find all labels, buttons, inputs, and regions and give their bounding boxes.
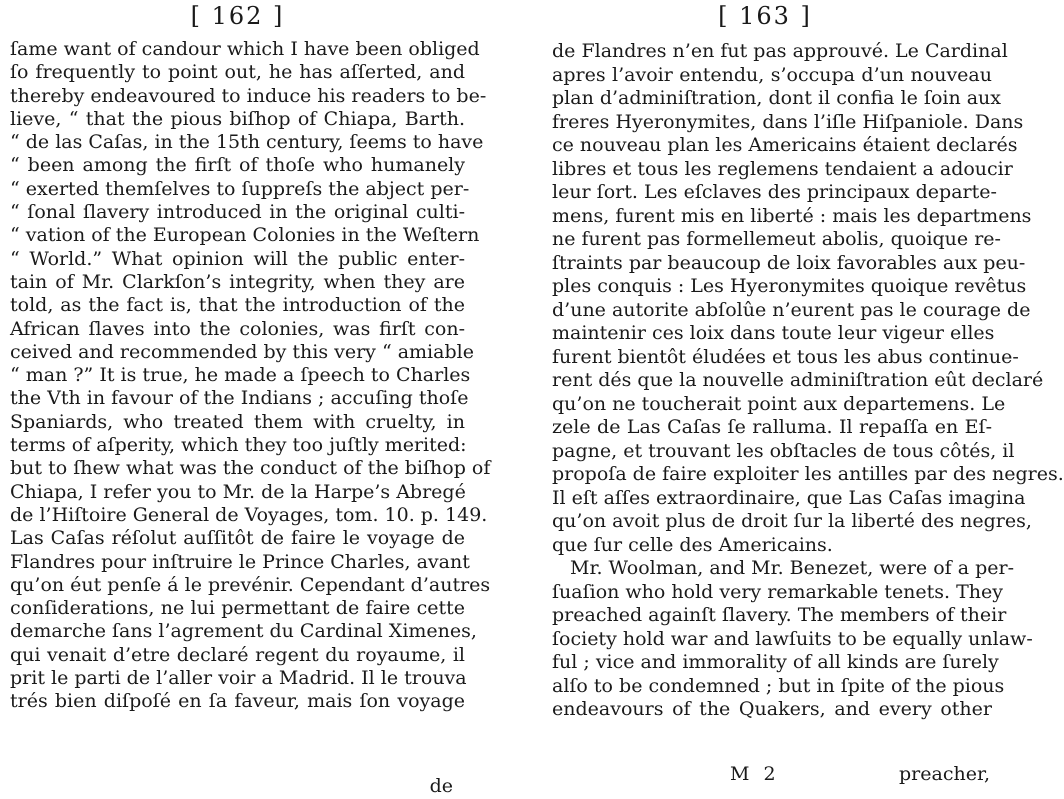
text-line: Las Caſas réſolut auſſitôt de faire le voyage de [10, 527, 465, 550]
text-line: ſociety hold war and lawſuits to be equally unlaw- [552, 627, 1033, 650]
right-page-text [552, 40, 1064, 722]
text-line: qu’on ne toucherait point aux departemens. Le [552, 392, 1006, 415]
text-line: maintenir ces loix dans toute leur vigeur elles [552, 322, 995, 344]
left-page-text [10, 38, 491, 714]
text-line: terms of aſperity, which they too juſtly merited: [10, 434, 467, 457]
text-line: “ ſonal ſlavery introduced in the original culti- [10, 201, 465, 224]
text-line: lieve, “ that the pious biſhop of Chiapa, Barth. [10, 107, 465, 130]
text-line: Il eſt aſſes extraordinaire, que Las Caſas imagina [552, 486, 1026, 509]
text-line: qui venait d’etre declaré regent du royaume, il [10, 643, 465, 666]
text-line: ſtraints par beaucoup de loix favorables aux peu- [552, 251, 1026, 274]
text-line: ful ; vice and immorality of all kinds are ſurely [552, 651, 999, 673]
text-line: qu’on éut penſe á le prevénir. Cependant d’autres [10, 573, 491, 596]
text-line: African ſlaves into the colonies, was firſt con- [10, 317, 465, 340]
text-line: “ man ?” It is true, he made a ſpeech to Charles [10, 364, 471, 387]
text-line: ſo frequently to point out, he has aſſerted, and [10, 61, 465, 84]
text-line: Flandres pour inſtruire le Prince Charles, avant [10, 550, 470, 573]
text-line: ſame want of candour which I have been obliged [10, 38, 480, 60]
text-line: de l’Hiſtoire General de Voyages, tom. 10. p. 149. [10, 503, 488, 526]
text-line: Chiapa, I refer you to Mr. de la Harpe’s Abregé [10, 480, 466, 503]
text-line: “ World.” What opinion will the public enter- [10, 247, 465, 270]
text-line: de Flandres n’en fut pas approuvé. Le Cardinal [552, 40, 1008, 62]
text-line: furent bientôt éludées et tous les abus continue- [552, 345, 1019, 368]
right-page [530, 0, 1064, 799]
catchword: preacher, [899, 763, 990, 785]
text-line: apres l’avoir entendu, s’occupa d’un nouveau [552, 63, 992, 86]
text-line: ce nouveau plan les Americains étaient declarés [552, 134, 1018, 156]
text-line: Spaniards, who treated them with cruelty, in [10, 410, 465, 433]
text-line: endeavours of the Quakers, and every other [552, 698, 992, 720]
text-line: but to ſhew what was the conduct of the biſhop of [10, 457, 491, 480]
text-line: libres et tous les reglemens tendaient a adoucir [552, 157, 1013, 180]
text-line: ſuaſion who hold very remarkable tenets. They [552, 580, 1004, 603]
text-line: rent dés que la nouvelle adminiſtration eût declaré [552, 369, 1044, 391]
text-line: demarche ſans l’agrement du Cardinal Ximenes, [10, 620, 477, 643]
text-line: mens, furent mis en liberté : mais les departmens [552, 204, 1032, 227]
text-line: “ been among the firſt of thoſe who humanely [10, 154, 465, 177]
text-line: ples conquis : Les Hyeronymites quoique revêtus [552, 275, 1027, 297]
text-line: “ de las Caſas, in the 15th century, ſeems to have [10, 131, 484, 154]
text-line: told, as the fact is, that the introduction of the [10, 294, 465, 317]
text-line: zele de Las Caſas ſe ralluma. Il repaſſa en Eſ- [552, 416, 992, 438]
text-line: propoſa de faire exploiter les antilles par des negres. [552, 463, 1064, 485]
page-number: [ 162 ] [190, 2, 285, 30]
text-line: “ exerted themſelves to ſuppreſs the abject per- [10, 177, 470, 200]
text-line: freres Hyeronymites, dans l’iſle Hiſpaniole. Dans [552, 110, 1024, 133]
text-line: “ vation of the European Colonies in the Weſtern [10, 224, 480, 247]
text-line: alſo to be condemned ; but in ſpite of the pious [552, 674, 1005, 697]
text-line: conſiderations, ne lui permettant de faire cette [10, 597, 465, 620]
text-line: thereby endeavoured to induce his readers to be- [10, 84, 487, 107]
text-line: trés bien diſpoſé en ſa faveur, mais ſon voyage [10, 690, 465, 713]
signature-mark: M 2 [730, 763, 780, 785]
text-line: Mr. Woolman, and Mr. Benezet, were of a per- [570, 557, 1014, 579]
text-line: que ſur celle des Americains. [552, 533, 833, 556]
text-line: ceived and recommended by this very “ amiable [10, 340, 474, 363]
text-line: the Vth in favour of the Indians ; accuſing thoſe [10, 387, 469, 410]
catchword: de [429, 775, 453, 797]
text-line: plan d’adminiſtration, dont il confia le ſoin aux [552, 87, 1002, 109]
page-number: [ 163 ] [718, 2, 812, 30]
text-line: prit le parti de l’aller voir a Madrid. Il le trouva [10, 667, 467, 690]
text-line: tain of Mr. Clarkſon’s integrity, when they are [10, 270, 465, 293]
text-line: pagne, et trouvant les obſtacles de tous côtés, il [552, 439, 1015, 462]
text-line: d’une autorite abſolûe n’eurent pas le courage de [552, 298, 1031, 321]
left-page [0, 0, 491, 799]
text-line: preached againſt ſlavery. The members of their [552, 604, 1007, 626]
text-line: ne furent pas formellemeut abolis, quoique re- [552, 228, 1001, 250]
text-line: qu’on avoit plus de droit ſur la liberté des negres, [552, 510, 1032, 532]
text-line: leur ſort. Les eſclaves des principaux departe- [552, 181, 997, 203]
